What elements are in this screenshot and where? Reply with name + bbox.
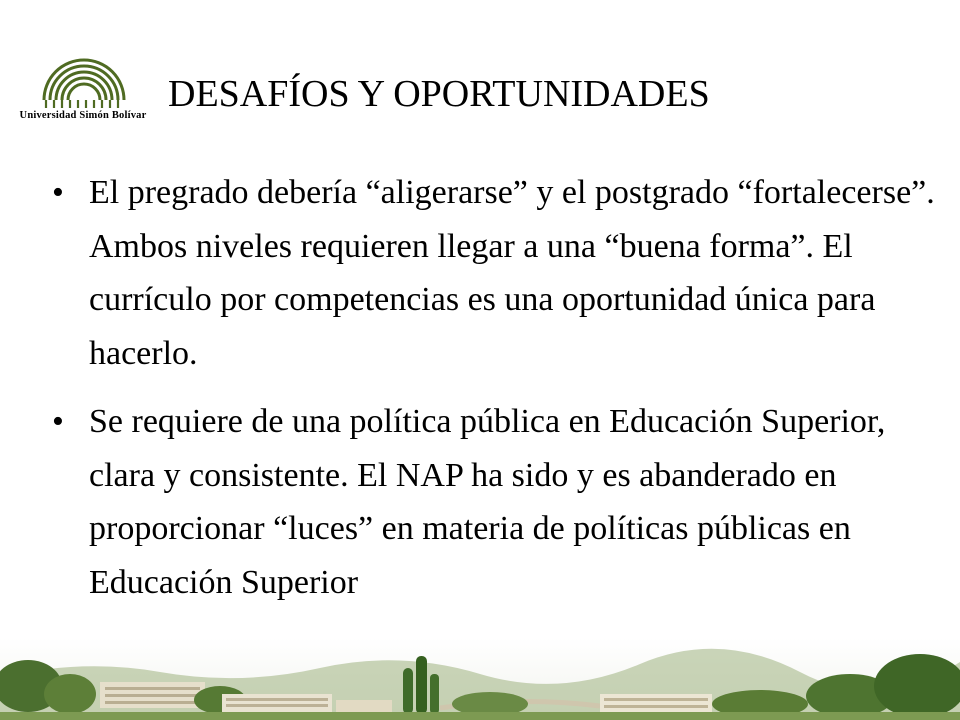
logo-caption: Universidad Simón Bolívar (19, 110, 147, 121)
bullet-marker: • (52, 174, 64, 211)
bullet-marker: • (52, 403, 64, 440)
bullet-item (52, 395, 947, 609)
bullet-text: El pregrado debería “aligerarse” y el postgrado “fortalecerse”. Ambos niveles requieren llegar a una “buena forma”. El currículo por competencias es una oportunidad única para hacerlo. (89, 174, 935, 372)
campus-banner (0, 638, 960, 720)
bullet-item (52, 166, 947, 380)
bullet-text: Se requiere de una política pública en Educación Superior, clara y consistente. El NAP ha sido y es abanderado en proporcionar “luces” en materia de políticas públicas en Educación Superior (89, 403, 886, 601)
slide-title: DESAFÍOS Y OPORTUNIDADES (168, 73, 710, 115)
university-logo (8, 50, 158, 126)
campus-buildings-illustration (0, 638, 960, 720)
bullet-list (52, 166, 947, 693)
usb-logo-icon (8, 50, 158, 110)
